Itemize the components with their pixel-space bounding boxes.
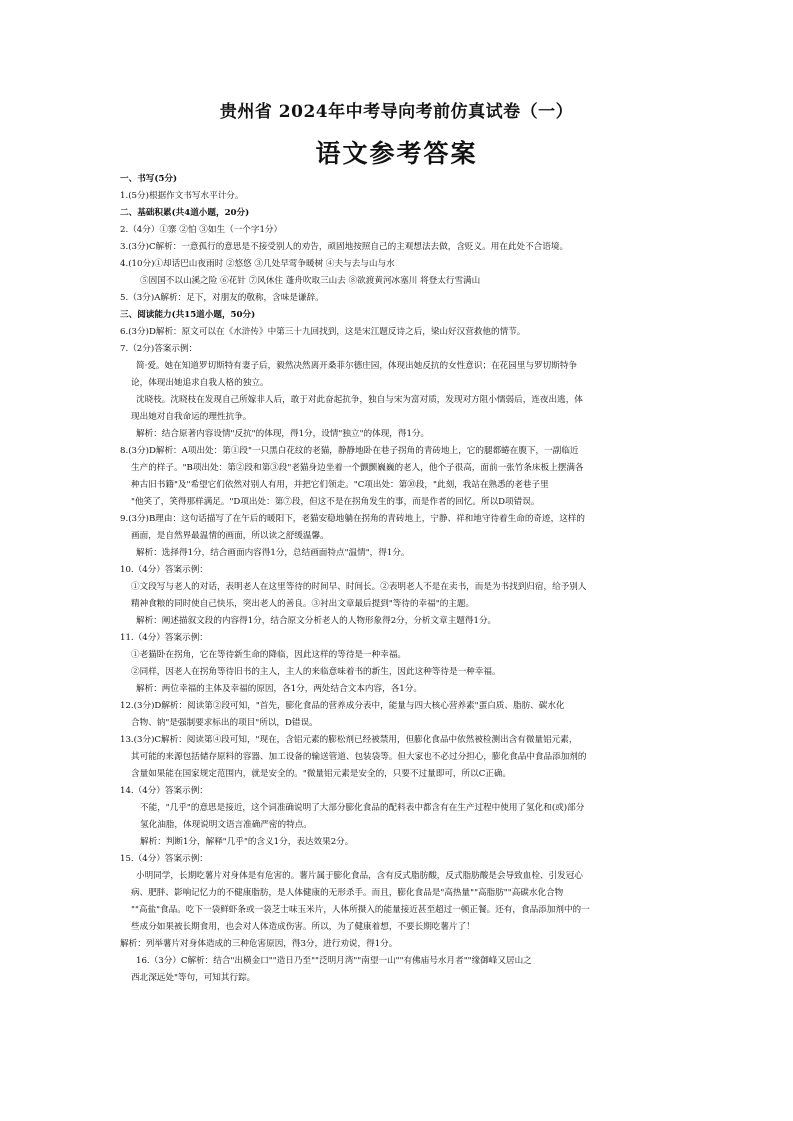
answer-line: 其可能的来源包括储存原料的容器、加工设备的输送管道、包装袋等。但大家也不必过分担心，膨化食品中食品添加剂的 [131, 752, 587, 762]
answer-line: 13.(3分)C解析：阅读第④段可知，"现在，含铝元素的膨松剂已经被禁用，但膨化食品中依然被检测出含有微量铝元素， [120, 735, 578, 745]
answer-line: "他笑了，笑得那样满足。"D项出处：第⑦段，但这不是在拐角发生的事，而是作者的回忆。所以D项错误。 [131, 497, 540, 507]
answer-line: 2.（4分）①寨 ②怕 ③如生（一个字1分） [120, 225, 283, 235]
exam-title: 贵州省 2024年中考导向考前仿真试卷（一） [219, 102, 574, 122]
answer-line: ②同样，因老人在拐角等待旧书的主人，主人的来临意味着书的新生，因此这种等待是一种幸福。 [131, 667, 501, 677]
answer-line: 15.（4分）答案示例： [120, 854, 208, 864]
answer-line: 1.(5分)根据作文书写水平计分。 [120, 191, 244, 201]
answer-line: 西北深远处"等句，可知其行踪。 [131, 973, 256, 983]
answer-line: ⑤固国不以山溪之险 ⑥花针 ⑦风休住 蓬舟吹取三山去 ⑧欲渡黄河冰塞川 将登太行雪满山 [140, 276, 481, 286]
answer-line: 4.(10分)①却话巴山夜雨时 ②悠悠 ③几处早莺争暖树 ④夫与去与山与水 [120, 259, 395, 269]
answer-line: 16.（3分）C解析：结合"出横金口""造日乃至""泛明月湾""南望一山""有佛庙号水月者""缘御峰又居山之 [136, 956, 532, 966]
answer-line: 现出她对自我命运的理性抗争。 [131, 412, 252, 422]
answer-line: 种古旧书籍"及"希望它们依然对别人有用，并把它们领走。"C项出处：第⑩段，"此刻，我站在熟悉的老巷子里 [131, 480, 549, 490]
answer-line: 些成分如果被长期食用，也会对人体造成伤害。所以，为了健康着想，不要长期吃薯片了！ [131, 922, 475, 932]
answer-line: 病、肥胖、影响记忆力的不健康脂肪，是人体健康的无形杀手。而且，膨化食品是"高热量""高脂肪""高碳水化合物 [131, 888, 564, 898]
answer-line: 解析：列举薯片对身体造成的三种危害原因，得3分，进行劝说，得1分。 [120, 939, 398, 949]
answer-line: 解析：选择得1分，结合画面内容得1分，总结画面特点"温情"，得1分。 [136, 548, 410, 558]
answer-line: 解析：两位幸福的主体及幸福的原因，各1分，两处结合文本内容，各1分。 [136, 684, 422, 694]
answer-line: 5.（3分)A解析：足下，对朋友的敬称，含味是谦辞。 [120, 293, 324, 303]
answer-line: 10.（4分）答案示例： [120, 565, 208, 575]
answer-title: 语文参考答案 [315, 139, 478, 168]
answer-line: 沈晓枝。沈晓枝在发现自己所嫁非人后，敢于对此奋起抗争，独自与宋为富对质，发现对方阻小懦弱后，连夜出逃，体 [136, 395, 583, 405]
answer-line: 解析：阐述描叙文段的内容得1分，结合原文分析老人的人物形象得2分，分析文章主题得1分。 [136, 616, 497, 626]
section-heading: 二、基础积累(共4道小题，20分) [120, 208, 250, 218]
answer-line: 不能，"几乎"的意思是接近，这个词准确说明了大部分膨化食品的配料表中都含有在生产过程中使用了氢化和(或)部分 [140, 803, 585, 813]
answer-line: ①老猫卧在拐角，它在等待新生命的降临，因此这样的等待是一种幸福。 [131, 650, 407, 660]
answer-line: 简·爱。她在知道罗切斯特有妻子后，毅然决然离开桑菲尔德庄园，体现出她反抗的女性意识；在花园里与罗切斯特争 [136, 361, 578, 371]
answer-line [131, 1004, 675, 1021]
answer-line [120, 987, 675, 1004]
answer-line: 生产的样子。"B项出处：第②段和第③段"老猫身边坐着一个颤颤巍巍的老人，他个子很高，面前一张竹条床板上摆满各 [131, 463, 584, 473]
answer-line: 小明同学，长期吃薯片对身体是有危害的。薯片属于膨化食品，含有反式脂肪酸，反式脂肪酸是会导致血栓、引发冠心 [136, 871, 583, 881]
answer-line: 14.（4分）答案示例： [120, 786, 208, 796]
answer-line: 12.(3分)D解析：阅读第②段可知，"首先，膨化食品的营养成分表中，能量与四大核心营养素"蛋白质、脂肪、碳水化 [120, 701, 565, 711]
answer-line: 11.（4分）答案示例： [120, 633, 208, 643]
answer-line: ""高盐"食品。吃下一袋鲜虾条或一袋芝士味玉米片，人体所摄入的能量接近甚至超过一顿正餐。还有，食品添加剂中的一 [131, 905, 590, 915]
answer-line: 合物、钠"是强制要求标出的项目"所以，D错误。 [131, 718, 318, 728]
answer-line: 3.(3分)C解析：一意孤行的意思是不接受别人的劝告，顽固地按照自己的主观想法去做，含贬义。用在此处不合语境。 [120, 242, 569, 252]
answer-line: 含量如果能在国家规定范围内，就是安全的。"微量铝元素是安全的，只要不过量即可，所以C正确。 [131, 769, 512, 779]
section-heading: 一、书写(5分) [120, 174, 178, 184]
answer-line: 7.（2分)答案示例： [120, 344, 198, 354]
answer-line: 论，体现出她追求自我人格的独立。 [131, 378, 269, 388]
answer-line: 解析：结合原著内容设情"反抗"的体现，得1分，设情"独立"的体现，得1分。 [136, 429, 430, 439]
answer-line: 9.(3分)B理由：这句话描写了在午后的暖阳下，老猫安稳地躺在拐角的青砖地上，宁静、祥和地守待着生命的奇迹，这样的 [120, 514, 585, 524]
answer-line: ①文段写与老人的对话，表明老人在这里等待的时间早、时间长。②表明老人不是在卖书，而是为书找到归宿，给予别人 [131, 582, 587, 592]
answer-line: 精神食粮的同时使自己快乐，突出老人的善良。③衬出文章最后提到"等待的幸福"的主题。 [131, 599, 475, 609]
answer-line: 6.(3分)D解析：原文可以在《水浒传》中第三十九回找到，这是宋江题反诗之后，梁山好汉营救他的情节。 [120, 327, 526, 337]
answer-line: 8.(3分)D解析：A项出处：第①段"一只黑白花纹的老猫，静静地卧在巷子拐角的青砖地上，它的腿都蜷在腹下，一副临近 [120, 446, 579, 456]
answer-line: 氢化油脂，体现说明文语言准确严密的特点。 [140, 820, 312, 830]
answer-line: 画面，是自然界最温情的画面，所以读之舒缓温馨。 [131, 531, 329, 541]
answer-line: 解析：判断1分，解释"几乎"的含义1分，表达效果2分。 [140, 837, 354, 847]
section-heading: 三、阅读能力(共15道小题，50分) [120, 310, 256, 320]
